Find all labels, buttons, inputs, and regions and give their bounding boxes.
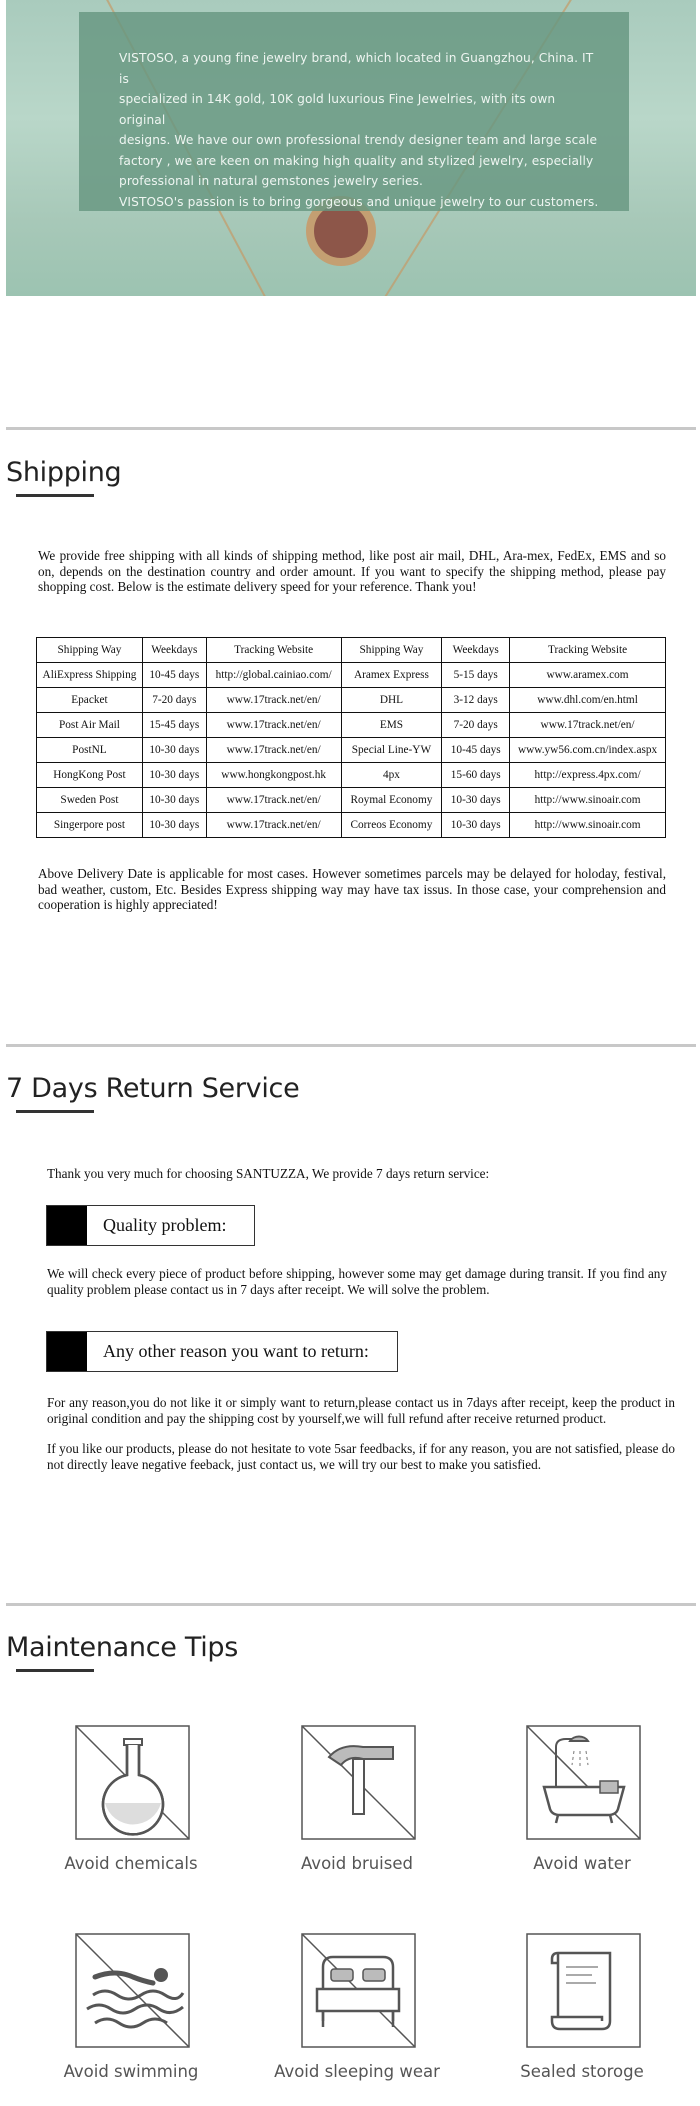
flask-icon	[75, 1725, 190, 1840]
returns-thanks: Thank you very much for choosing SANTUZZA, We provide 7 days return service:	[47, 1166, 490, 1181]
shower-icon	[526, 1725, 641, 1840]
swimmer-icon	[75, 1933, 190, 2048]
table-header: Shipping Way	[37, 638, 143, 663]
quality-problem-label: Quality problem:	[103, 1215, 227, 1235]
table-cell: http://www.sinoair.com	[510, 788, 666, 813]
bed-icon	[301, 1933, 416, 2048]
table-cell: 10-45 days	[142, 663, 206, 688]
table-cell: www.17track.net/en/	[206, 813, 341, 838]
shipping-note: Above Delivery Date is applicable for most cases. However sometimes parcels may be delayed for holoday, festival, bad weather, custom, Etc. Besides Express shipping way may have tax issus. In those case, your comprehension and cooperation is highly appreciated!	[38, 866, 666, 912]
intro-line: specialized in 14K gold, 10K gold luxurious Fine Jewelries, with its own original	[119, 92, 556, 127]
table-cell: Special Line-YW	[341, 738, 442, 763]
table-cell: 3-12 days	[442, 688, 510, 713]
maintenance-title: Maintenance Tips	[6, 1632, 239, 1663]
tip-label: Avoid bruised	[300, 1854, 413, 1873]
table-cell: 10-45 days	[442, 738, 510, 763]
other-reason-text: For any reason,you do not like it or simply want to return,please contact us in 7days after receipt, keep the product in original condition and pay the shipping cost by yourself,we will full refund after receive returned product.	[47, 1395, 675, 1426]
table-cell: http://www.sinoair.com	[510, 813, 666, 838]
table-cell: EMS	[341, 713, 442, 738]
table-cell: DHL	[341, 688, 442, 713]
table-cell: www.17track.net/en/	[206, 788, 341, 813]
shipping-intro: We provide free shipping with all kinds of shipping method, like post air mail, DHL, Ara-mex, FedEx, EMS and so on, depends on the destination country and order amount. If you want to specify the shipping method, please pay shopping cost. Below is the estimate delivery speed for your reference. Thank you!	[38, 548, 666, 594]
returns-title: 7 Days Return Service	[6, 1073, 300, 1104]
table-row	[37, 663, 666, 688]
table-cell: HongKong Post	[37, 763, 143, 788]
intro-line: VISTOSO's passion is to bring gorgeous and unique jewelry to our customers.	[119, 194, 599, 209]
brand-intro-panel	[79, 12, 629, 211]
tip-label: Avoid chemicals	[64, 1854, 198, 1873]
table-header: Weekdays	[142, 638, 206, 663]
section-divider	[6, 427, 696, 430]
quality-problem-box	[46, 1205, 255, 1246]
table-cell: 10-30 days	[142, 763, 206, 788]
title-underline	[16, 1669, 94, 1672]
table-header: Tracking Website	[510, 638, 666, 663]
table-cell: Roymal Economy	[341, 788, 442, 813]
tip-label: Avoid sleeping wear	[274, 2062, 440, 2081]
hero-banner	[6, 0, 696, 296]
table-header-row	[37, 638, 666, 663]
other-reason-label: Any other reason you want to return:	[103, 1341, 369, 1361]
table-cell: www.17track.net/en/	[510, 713, 666, 738]
table-cell: 7-20 days	[442, 713, 510, 738]
intro-line: VISTOSO, a young fine jewelry brand, which located in Guangzhou, China. IT is	[119, 51, 594, 86]
table-cell: www.hongkongpost.hk	[206, 763, 341, 788]
table-row	[37, 813, 666, 838]
table-row	[37, 713, 666, 738]
tip-label: Sealed storoge	[520, 2062, 644, 2081]
tip-label: Avoid swimming	[63, 2062, 199, 2081]
table-cell: 7-20 days	[142, 688, 206, 713]
intro-line: designs. We have our own professional trendy designer team and large scale	[119, 133, 598, 147]
table-cell: Correos Economy	[341, 813, 442, 838]
table-cell: 10-30 days	[142, 738, 206, 763]
hammer-icon	[301, 1725, 416, 1840]
label-marker	[47, 1332, 87, 1371]
table-row	[37, 738, 666, 763]
section-divider	[6, 1603, 696, 1606]
table-row	[37, 788, 666, 813]
table-cell: 15-60 days	[442, 763, 510, 788]
table-cell: PostNL	[37, 738, 143, 763]
table-cell: www.dhl.com/en.html	[510, 688, 666, 713]
table-cell: Epacket	[37, 688, 143, 713]
table-cell: AliExpress Shipping	[37, 663, 143, 688]
title-underline	[16, 1110, 94, 1113]
label-marker	[47, 1206, 87, 1245]
table-cell: 10-30 days	[442, 813, 510, 838]
intro-line: professional in natural gemstones jewelry series.	[119, 174, 423, 188]
table-cell: 10-30 days	[142, 813, 206, 838]
table-cell: www.aramex.com	[510, 663, 666, 688]
scroll-icon	[526, 1933, 641, 2048]
intro-line: factory , we are keen on making high quality and stylized jewelry, especially	[119, 153, 594, 168]
table-cell: 4px	[341, 763, 442, 788]
table-cell: www.17track.net/en/	[206, 713, 341, 738]
table-cell: www.yw56.com.cn/index.aspx	[510, 738, 666, 763]
table-cell: Aramex Express	[341, 663, 442, 688]
table-row	[37, 688, 666, 713]
table-cell: 15-45 days	[142, 713, 206, 738]
feedback-text: If you like our products, please do not hesitate to vote 5sar feedbacks, if for any reason, you are not satisfied, please do not directly leave negative feeback, just contact us, we will try our best to make you satisfied.	[47, 1441, 675, 1472]
table-cell: www.17track.net/en/	[206, 688, 341, 713]
table-cell: 10-30 days	[442, 788, 510, 813]
table-cell: http://global.cainiao.com/	[206, 663, 341, 688]
table-cell: Singerpore post	[37, 813, 143, 838]
table-cell: 10-30 days	[142, 788, 206, 813]
table-header: Weekdays	[442, 638, 510, 663]
table-cell: www.17track.net/en/	[206, 738, 341, 763]
table-cell: Sweden Post	[37, 788, 143, 813]
title-underline	[16, 494, 94, 497]
shipping-table	[36, 637, 666, 838]
tip-label: Avoid water	[533, 1854, 631, 1873]
shipping-title: Shipping	[6, 457, 122, 488]
other-reason-box	[46, 1331, 398, 1372]
table-cell: http://express.4px.com/	[510, 763, 666, 788]
table-header: Shipping Way	[341, 638, 442, 663]
quality-problem-text: We will check every piece of product before shipping, however some may get damage during transit. If you find any quality problem please contact us in 7 days after receipt. We will solve the problem.	[47, 1266, 667, 1297]
section-divider	[6, 1044, 696, 1047]
table-cell: Post Air Mail	[37, 713, 143, 738]
table-row	[37, 763, 666, 788]
table-cell: 5-15 days	[442, 663, 510, 688]
table-header: Tracking Website	[206, 638, 341, 663]
